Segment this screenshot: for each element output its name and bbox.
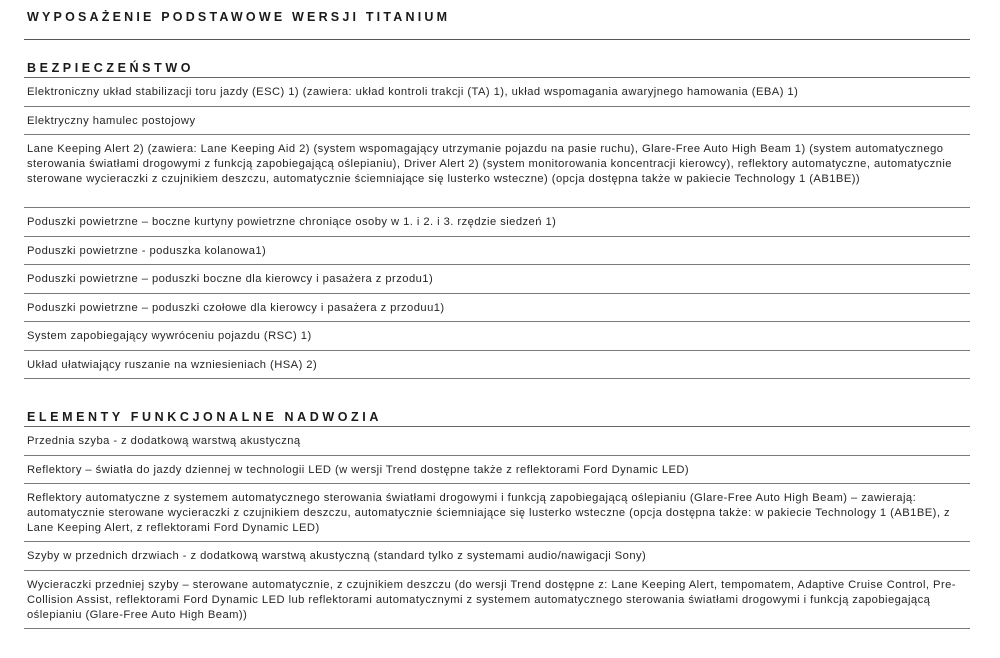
section-heading: ELEMENTY FUNKCJONALNE NADWOZIA (24, 408, 970, 427)
list-item: Poduszki powietrzne – boczne kurtyny powietrzne chroniące osoby w 1. i 2. i 3. rzędzie siedzeń 1) (24, 208, 970, 237)
list-item: Elektryczny hamulec postojowy (24, 107, 970, 136)
list-item: Lane Keeping Alert 2) (zawiera: Lane Keeping Aid 2) (system wspomagający utrzymanie pojazdu na pasie ruchu), Glare-Free Auto High Beam 1) (system automatycznego sterowania światłami drogowymi z funkcją zapobiegającą oślepianiu), Driver Alert 2) (system monitorowania koncentracji kierowcy), reflektory automatyczne, automatycznie sterowane wycieraczki z czujnikiem deszczu, automatycznie ściemniające się lusterko wsteczne) (opcja dostępna także w pakiecie Technology 1 (AB1BE)) (24, 135, 970, 208)
list-item: Reflektory automatyczne z systemem automatycznego sterowania światłami drogowymi i funkcją zapobiegającą oślepianiu (Glare-Free Auto High Beam) – zawierają: automatycznie sterowane wycieraczki z czujnikiem deszczu, automatycznie ściemniające się lusterko wsteczne (opcja dostępna także: w pakiecie Technology 1 (AB1BE), z Lane Keeping Alert, z reflektorami Ford Dynamic LED) (24, 484, 970, 542)
page-title: WYPOSAŻENIE PODSTAWOWE WERSJI TITANIUM (27, 10, 451, 24)
list-item: Poduszki powietrzne – poduszki czołowe dla kierowcy i pasażera z przoduu1) (24, 294, 970, 323)
list-item: Przednia szyba - z dodatkową warstwą akustyczną (24, 427, 970, 456)
list-item: Poduszki powietrzne - poduszka kolanowa1) (24, 237, 970, 266)
list-item: Poduszki powietrzne – poduszki boczne dla kierowcy i pasażera z przodu1) (24, 265, 970, 294)
equipment-list (24, 78, 970, 379)
equipment-list (24, 427, 970, 629)
list-item: Układ ułatwiający ruszanie na wzniesieniach (HSA) 2) (24, 351, 970, 380)
list-item: Szyby w przednich drzwiach - z dodatkową warstwą akustyczną (standard tylko z systemami audio/nawigacji Sony) (24, 542, 970, 571)
section-safety (24, 59, 970, 379)
list-item: System zapobiegający wywróceniu pojazdu (RSC) 1) (24, 322, 970, 351)
list-item: Wycieraczki przedniej szyby – sterowane automatycznie, z czujnikiem deszczu (do wersji Trend dostępne z: Lane Keeping Alert, tempomatem, Adaptive Cruise Control, Pre-Collision Assist, reflektorami Ford Dynamic LED lub reflektorami automatycznymi z systemem automatycznego sterowania światłami drogowymi i funkcją zapobiegającą oślepianiu (Glare-Free Auto High Beam)) (24, 571, 970, 629)
list-item: Reflektory – światła do jazdy dziennej w technologii LED (w wersji Trend dostępne także z reflektorami Ford Dynamic LED) (24, 456, 970, 485)
section-body-features (24, 408, 970, 629)
section-heading: BEZPIECZEŃSTWO (24, 59, 970, 78)
list-item: Elektroniczny układ stabilizacji toru jazdy (ESC) 1) (zawiera: układ kontroli trakcji (TA) 1), układ wspomagania awaryjnego hamowania (EBA) 1) (24, 78, 970, 107)
title-divider (24, 39, 970, 40)
